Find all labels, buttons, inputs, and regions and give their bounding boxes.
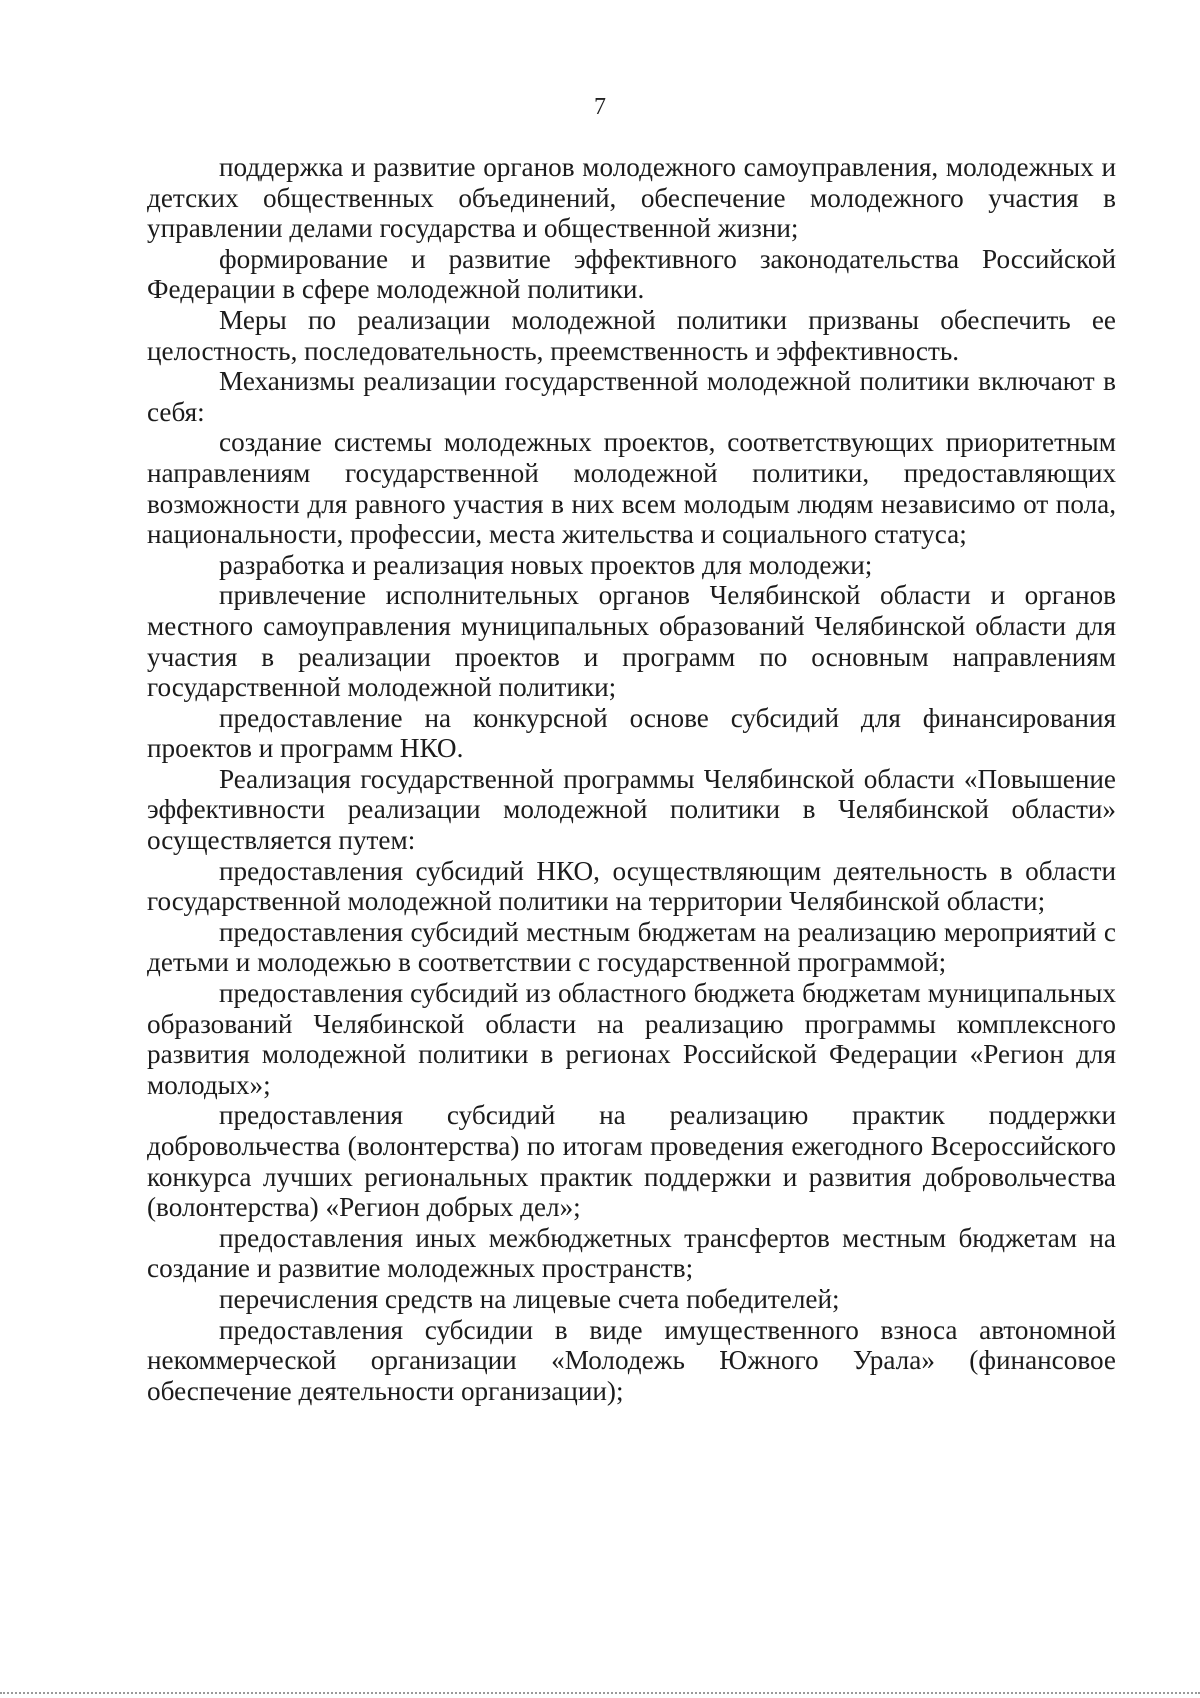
paragraph: предоставление на конкурсной основе субсидий для финансирования проектов и программ НКО. — [147, 702, 1116, 764]
paragraph: Реализация государственной программы Челябинской области «Повышение эффективности реализации молодежной политики в Челябинской области» осуществляется путем: — [147, 763, 1116, 856]
paragraph: предоставления субсидий НКО, осуществляющим деятельность в области государственной молодежной политики на территории Челябинской области; — [147, 855, 1116, 917]
page-number: 7 — [594, 94, 606, 120]
paragraph: предоставления субсидий из областного бюджета бюджетам муниципальных образований Челябинской области на реализацию программы комплексного развития молодежной политики в регионах Российской Федерации «Регион для молодых»; — [147, 978, 1116, 1100]
paragraph: перечисления средств на лицевые счета победителей; — [219, 1283, 840, 1314]
paragraph: предоставления иных межбюджетных трансфертов местным бюджетам на создание и развитие молодежных пространств; — [147, 1222, 1116, 1284]
paragraph: предоставления субсидий на реализацию практик поддержки добровольчества (волонтерства) по итогам проведения ежегодного Всероссийского конкурса лучших региональных практик поддержки и развития добровольчества (волонтерства) «Регион добрых дел»; — [147, 1100, 1116, 1223]
document-body — [147, 152, 1116, 1406]
paragraph: Меры по реализации молодежной политики призваны обеспечить ее целостность, последовательность, преемственность и эффективность. — [147, 304, 1116, 366]
paragraph: предоставления субсидий местным бюджетам на реализацию мероприятий с детьми и молодежью в соответствии с государственной программой; — [147, 916, 1116, 978]
scan-edge-line — [0, 1692, 1200, 1694]
paragraph: разработка и реализация новых проектов для молодежи; — [219, 549, 873, 580]
paragraph: привлечение исполнительных органов Челябинской области и органов местного самоуправления муниципальных образований Челябинской области для участия в реализации проектов и программ по основным направлениям государственной молодежной политики; — [147, 580, 1116, 703]
paragraph: поддержка и развитие органов молодежного самоуправления, молодежных и детских общественных объединений, обеспечение молодежного участия в управлении делами государства и общественной жизни; — [147, 152, 1116, 244]
paragraph: предоставления субсидии в виде имущественного взноса автономной некоммерческой организации «Молодежь Южного Урала» (финансовое обеспечение деятельности организации); — [147, 1314, 1116, 1406]
paragraph: формирование и развитие эффективного законодательства Российской Федерации в сфере молодежной политики. — [147, 243, 1116, 305]
paragraph: Механизмы реализации государственной молодежной политики включают в себя: — [147, 366, 1116, 427]
paragraph: создание системы молодежных проектов, соответствующих приоритетным направлениям государственной молодежной политики, предоставляющих возможности для равного участия в них всем молодым людям независимо от пола, национальности, профессии, места жительства и социального статуса; — [147, 427, 1116, 550]
